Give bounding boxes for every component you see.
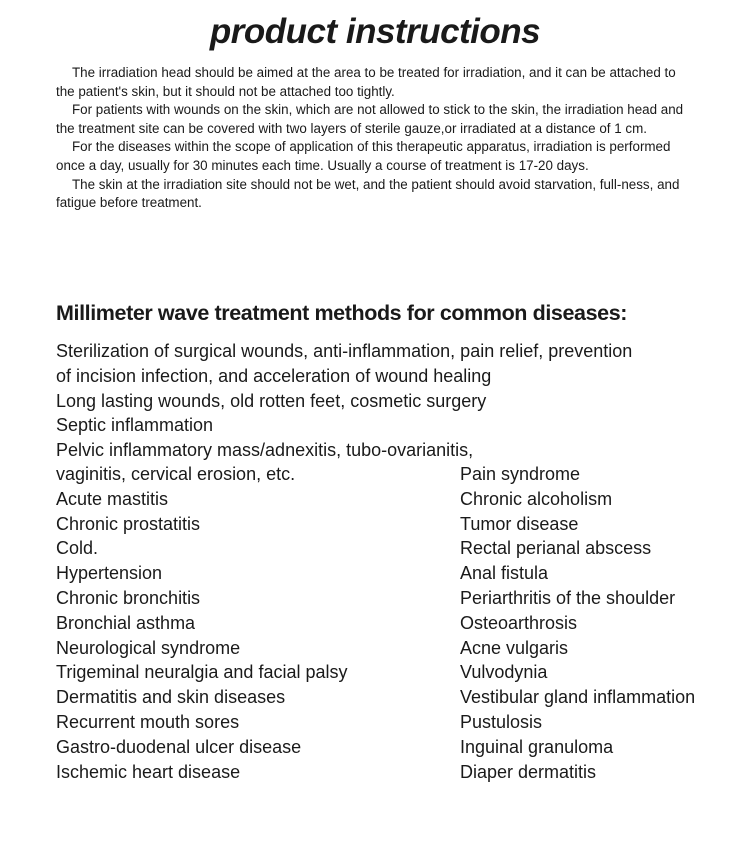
- list-item: vaginitis, cervical erosion, etc.: [56, 464, 296, 484]
- list-item: Trigeminal neuralgia and facial palsy: [56, 662, 348, 683]
- list-item: of incision infection, and acceleration of wound healing: [56, 365, 492, 386]
- list-item: Ischemic heart disease: [56, 761, 241, 782]
- list-item: Pelvic inflammatory mass/adnexitis, tubo-ovarianitis,: [56, 440, 474, 461]
- instruction-paragraph: For patients with wounds on the skin, which are not allowed to stick to the skin, the irradiation head and the treatment site can be covered with two layers of sterile gauze,or irradiated at a distance of 1 cm.: [56, 102, 684, 136]
- instruction-paragraph: For the diseases within the scope of application of this therapeutic apparatus, irradiation is performed once a day, usually for 30 minutes each time. Usually a course of treatment is 17-20 days.: [56, 139, 671, 173]
- disease-list-left: [56, 462, 348, 784]
- list-item: Chronic prostatitis: [56, 513, 201, 534]
- list-item: Inguinal granuloma: [460, 736, 614, 757]
- list-item: Rectal perianal abscess: [460, 538, 652, 559]
- list-item: Chronic alcoholism: [460, 488, 613, 509]
- list-item: Pain syndrome: [460, 464, 581, 484]
- list-item: Tumor disease: [460, 513, 579, 534]
- section-heading: Millimeter wave treatment methods for common diseases:: [56, 301, 628, 325]
- list-item: Sterilization of surgical wounds, anti-inflammation, pain relief, prevention: [56, 341, 633, 361]
- list-item: Long lasting wounds, old rotten feet, cosmetic surgery: [56, 390, 487, 411]
- page-title: product instructions: [209, 12, 541, 51]
- disease-list-right: [460, 462, 695, 784]
- list-item: Neurological syndrome: [56, 637, 241, 658]
- list-item: Hypertension: [56, 563, 163, 584]
- list-item: Bronchial asthma: [56, 612, 196, 633]
- treatment-intro-list: [56, 339, 736, 463]
- list-item: Vulvodynia: [460, 662, 548, 683]
- list-item: Acne vulgaris: [460, 637, 569, 658]
- list-item: Gastro-duodenal ulcer disease: [56, 736, 302, 757]
- list-item: Recurrent mouth sores: [56, 711, 240, 732]
- list-item: Cold.: [56, 538, 99, 559]
- list-item: Osteoarthrosis: [460, 612, 578, 633]
- list-item: Diaper dermatitis: [460, 761, 597, 782]
- instruction-paragraph: The irradiation head should be aimed at the area to be treated for irradiation, and it can be attached to the patient's skin, but it should not be attached too tightly.: [56, 65, 676, 99]
- list-item: Periarthritis of the shoulder: [460, 587, 676, 608]
- list-item: Vestibular gland inflammation: [460, 687, 696, 708]
- instruction-paragraph: The skin at the irradiation site should not be wet, and the patient should avoid starvation, full-ness, and fatigue before treatment.: [56, 176, 680, 211]
- list-item: Pustulosis: [460, 711, 543, 732]
- list-item: Septic inflammation: [56, 415, 214, 436]
- instructions-text: [56, 64, 696, 213]
- list-item: Anal fistula: [460, 563, 549, 584]
- list-item: Acute mastitis: [56, 488, 169, 509]
- list-item: Dermatitis and skin diseases: [56, 687, 286, 708]
- list-item: Chronic bronchitis: [56, 587, 201, 608]
